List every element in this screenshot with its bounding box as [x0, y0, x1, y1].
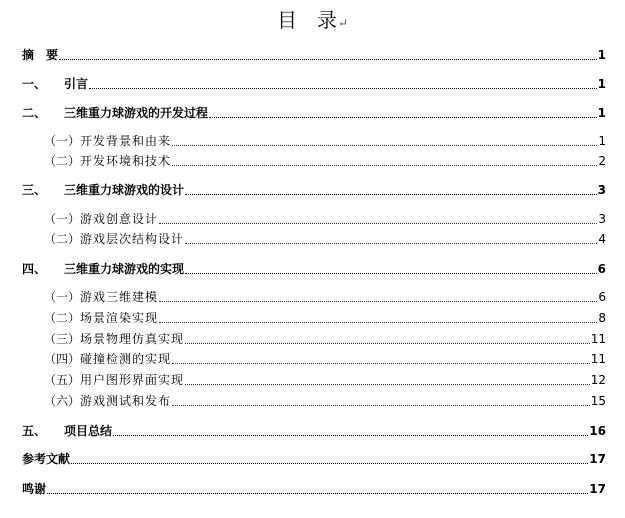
- toc-entry-number: 三、: [22, 183, 47, 197]
- toc-entry-page-number: 1: [597, 77, 606, 91]
- toc-entry[interactable]: [44, 372, 606, 388]
- toc-entry-number: （一）: [44, 212, 81, 226]
- toc-entry-label: 游戏测试和发布: [80, 394, 172, 408]
- toc-entry-label: 开发环境和技术: [80, 154, 172, 168]
- toc-entry-number: 一、: [22, 77, 47, 91]
- dot-leader: [159, 322, 597, 323]
- toc-entry[interactable]: [44, 133, 606, 149]
- toc-entry-label: 项目总结: [64, 424, 113, 438]
- toc-entry-page-number: 3: [598, 212, 606, 226]
- toc-entry-number: （一）: [44, 290, 81, 304]
- toc-entry-number: （六）: [44, 394, 81, 408]
- dot-leader: [185, 273, 597, 274]
- toc-entry-number: 四、: [22, 262, 47, 276]
- toc-entry-page-number: 11: [590, 332, 606, 346]
- toc-entry[interactable]: [44, 331, 606, 347]
- toc-title: [0, 4, 625, 33]
- toc-entry-number: （二）: [44, 311, 81, 325]
- dot-leader: [185, 343, 590, 344]
- dot-leader: [185, 194, 597, 195]
- toc-entry-page-number: 17: [589, 452, 606, 466]
- toc-entry-number: （一）: [44, 134, 81, 148]
- toc-entry-number: （二）: [44, 154, 81, 168]
- dot-leader: [172, 405, 590, 406]
- toc-entry-label: 碰撞检测的实现: [80, 352, 172, 366]
- toc-title-text: 目 录: [276, 8, 337, 32]
- dot-leader: [113, 435, 588, 436]
- toc-entry[interactable]: [22, 105, 606, 121]
- dot-leader: [89, 88, 597, 89]
- toc-entry-label: 场景物理仿真实现: [80, 332, 185, 346]
- toc-entry-number: 二、: [22, 106, 47, 120]
- toc-entry-page-number: 4: [598, 232, 606, 246]
- toc-entry[interactable]: [22, 182, 606, 198]
- toc-entry[interactable]: [22, 481, 606, 497]
- toc-entry-number: （五）: [44, 373, 81, 387]
- toc-entry-page-number: 1: [597, 48, 606, 62]
- toc-entry-label: 游戏层次结构设计: [80, 232, 185, 246]
- toc-entry-number: （三）: [44, 332, 81, 346]
- toc-entry[interactable]: [22, 423, 606, 439]
- toc-entry[interactable]: [44, 211, 606, 227]
- dot-leader: [159, 301, 597, 302]
- toc-entry[interactable]: [44, 231, 606, 247]
- dot-leader: [172, 145, 597, 146]
- toc-entry-page-number: 16: [589, 424, 606, 438]
- toc-entry-label: 游戏三维建模: [80, 290, 159, 304]
- toc-entry[interactable]: [44, 289, 606, 305]
- dot-leader: [209, 117, 597, 118]
- toc-entry-page-number: 3: [597, 183, 606, 197]
- dot-leader: [172, 363, 590, 364]
- dot-leader: [59, 59, 597, 60]
- toc-entry-label: 三维重力球游戏的开发过程: [64, 106, 209, 120]
- toc-entry-number: （四）: [44, 352, 81, 366]
- toc-entry[interactable]: [44, 351, 606, 367]
- toc-entry-label: 引言: [64, 77, 89, 91]
- toc-entry-label: 摘 要: [22, 48, 59, 62]
- toc-entry-label: 参考文献: [22, 452, 71, 466]
- toc-entry-label: 游戏创意设计: [80, 212, 159, 226]
- toc-entry-page-number: 1: [598, 134, 606, 148]
- toc-entry-label: 场景渲染实现: [80, 311, 159, 325]
- toc-entry-label: 用户图形界面实现: [80, 373, 185, 387]
- toc-entry-number: 五、: [22, 424, 47, 438]
- toc-entry[interactable]: [22, 76, 606, 92]
- toc-entry[interactable]: [44, 393, 606, 409]
- paragraph-mark-icon: ↵: [337, 16, 349, 30]
- toc-entry-page-number: 1: [597, 106, 606, 120]
- toc-entry[interactable]: [44, 153, 606, 169]
- dot-leader: [172, 165, 597, 166]
- toc-entry[interactable]: [22, 451, 606, 467]
- toc-entry-page-number: 8: [598, 311, 606, 325]
- toc-entry-page-number: 2: [598, 154, 606, 168]
- dot-leader: [47, 493, 588, 494]
- toc-entry-page-number: 11: [590, 352, 606, 366]
- toc-entry[interactable]: [22, 47, 606, 63]
- dot-leader: [71, 463, 588, 464]
- toc-entry-page-number: 12: [590, 373, 606, 387]
- toc-entry-label: 三维重力球游戏的设计: [64, 183, 185, 197]
- dot-leader: [185, 243, 597, 244]
- toc-entry[interactable]: [22, 261, 606, 277]
- toc-entry-page-number: 6: [598, 290, 606, 304]
- toc-entry-page-number: 15: [590, 394, 606, 408]
- toc-entry-label: 开发背景和由来: [80, 134, 172, 148]
- toc-entry-page-number: 6: [597, 262, 606, 276]
- toc-entry-label: 三维重力球游戏的实现: [64, 262, 185, 276]
- dot-leader: [159, 223, 597, 224]
- toc-entry-label: 鸣谢: [22, 482, 47, 496]
- toc-entry[interactable]: [44, 310, 606, 326]
- dot-leader: [185, 384, 590, 385]
- toc-entry-number: （二）: [44, 232, 81, 246]
- toc-entry-page-number: 17: [589, 482, 606, 496]
